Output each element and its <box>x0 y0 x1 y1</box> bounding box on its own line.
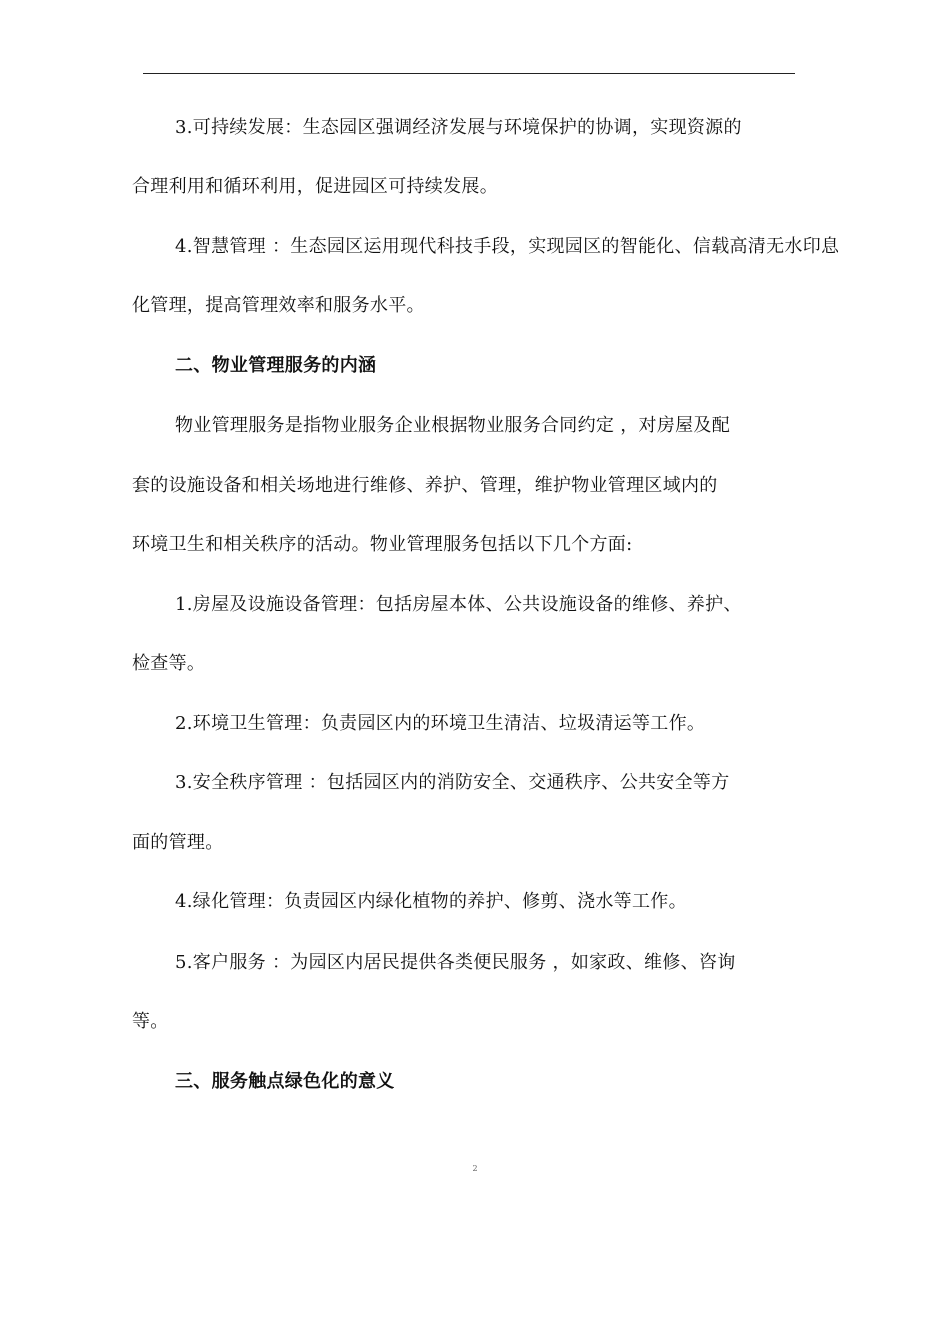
text-line: 物业管理服务是指物业服务企业根据物业服务合同约定 ，对房屋及配 <box>175 415 731 436</box>
text-line: 4.智慧管理 ：生态园区运用现代科技手段，实现园区的智能化、信载高清无水印息 <box>175 236 840 257</box>
text-line: 合理利用和循环利用，促进园区可持续发展。 <box>132 176 498 197</box>
text-line: 1.房屋及设施设备管理：包括房屋本体、公共设施设备的维修、养护、 <box>175 594 742 615</box>
text-line: 面的管理。 <box>132 832 224 853</box>
text-line: 2.环境卫生管理：负责园区内的环境卫生清洁、垃圾清运等工作。 <box>175 713 706 734</box>
text-line: 化管理，提高管理效率和服务水平。 <box>132 295 425 316</box>
page-number: 2 <box>472 1164 478 1173</box>
text-line: 套的设施设备和相关场地进行维修、养护、管理，维护物业管理区域内的 <box>132 475 718 496</box>
section-heading: 二、物业管理服务的内涵 <box>175 355 377 376</box>
section-heading: 三、服务触点绿色化的意义 <box>175 1071 395 1092</box>
text-line: 3.可持续发展：生态园区强调经济发展与环境保护的协调，实现资源的 <box>175 117 742 138</box>
text-line: 5.客户服务 ：为园区内居民提供各类便民服务 ，如家政、维修、咨询 <box>175 952 736 973</box>
text-line: 等。 <box>132 1011 169 1032</box>
text-line: 4.绿化管理：负责园区内绿化植物的养护、修剪、浇水等工作。 <box>175 891 687 912</box>
text-line: 3.安全秩序管理 ：包括园区内的消防安全、交通秩序、公共安全等方 <box>175 772 730 793</box>
text-line: 环境卫生和相关秩序的活动。物业管理服务包括以下几个方面: <box>132 534 633 555</box>
header-rule <box>143 73 795 74</box>
text-line: 检查等。 <box>132 653 206 674</box>
